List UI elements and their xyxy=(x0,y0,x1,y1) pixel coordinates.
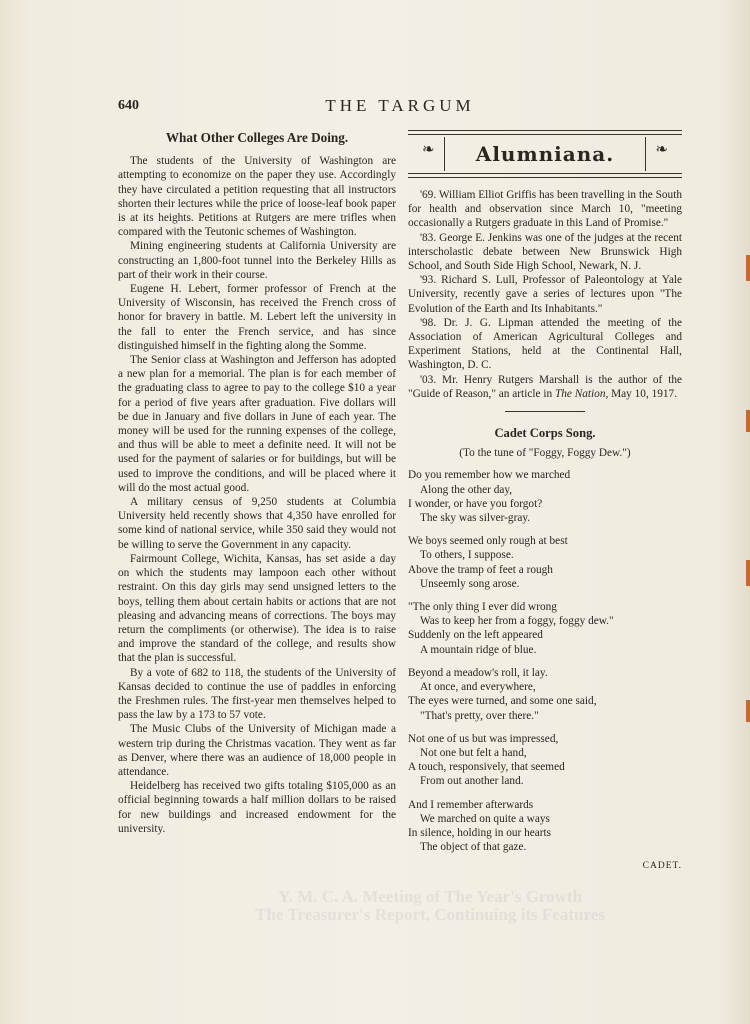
verse-line: A mountain ridge of blue. xyxy=(420,643,537,656)
edge-tab xyxy=(746,560,750,586)
edge-tab xyxy=(746,700,750,722)
article-paragraph: The students of the University of Washington are attempting to economize on the paper they use. Accordingly they have circulated a petition requesting that all instructors shorten their lectures while the price of loose-leaf book paper is at its heights. Petitions at Rutgers are mere trifles when compared with the Teutonic schemes of Washington. xyxy=(118,155,396,239)
verse-line: The eyes were turned, and some one said, xyxy=(408,695,597,708)
song-title: Cadet Corps Song. xyxy=(494,426,596,441)
song-stanza xyxy=(408,600,682,657)
page-number: 640 xyxy=(118,98,139,113)
left-column xyxy=(118,130,396,836)
section-divider xyxy=(505,411,585,412)
alumniana-banner xyxy=(408,130,682,178)
verse-line: Beyond a meadow's roll, it lay. xyxy=(408,666,548,679)
verse-line: I wonder, or have you forgot? xyxy=(408,497,543,510)
banner-frame xyxy=(408,134,682,174)
show-through-line: The Treasurer's Report, Continuing its Features xyxy=(255,905,605,924)
verse-line: Was to keep her from a foggy, foggy dew." xyxy=(420,615,614,628)
fleuron-left-icon: ❧ xyxy=(422,142,435,158)
verse-line: From out another land. xyxy=(420,775,524,788)
song-tune: (To the tune of "Foggy, Foggy Dew.") xyxy=(459,447,631,460)
show-through-line: Y. M. C. A. Meeting of The Year's Growth xyxy=(277,888,583,906)
verse-line: Not one of us but was impressed, xyxy=(408,732,559,745)
alumni-note: '69. William Elliot Griffis has been travelling in the South for health and observation since March 10, "meeting occasionally a Rutgers graduate in this Land of Promise." xyxy=(408,189,682,230)
article-paragraph: Heidelberg has received two gifts totaling $105,000 as an official beginning towards a half million dollars to be raised for new buildings and increased endowment for the university. xyxy=(118,780,396,835)
song-stanza xyxy=(408,468,682,525)
verse-line: Above the tramp of feet a rough xyxy=(408,563,553,576)
verse-line: And I remember afterwards xyxy=(408,798,534,811)
verse-line: The object of that gaze. xyxy=(420,841,527,854)
note-text: '03. Mr. Henry Rutgers Marshall is the author of the "Guide of Reason," an article in xyxy=(408,373,682,400)
section-heading-other-colleges: What Other Colleges Are Doing. xyxy=(165,130,349,145)
alumni-note: '83. George E. Jenkins was one of the judges at the recent interscholastic debate between New Brunswick High School, and South Side High School, Newark, N. J. xyxy=(408,231,682,273)
fleuron-right-icon: ❧ xyxy=(655,142,668,158)
banner-box xyxy=(444,137,646,171)
verse-line: Suddenly on the left appeared xyxy=(408,629,543,642)
article-paragraph: Mining engineering students at California University are constructing an 1,800-foot tunnel into the Berkeley Hills as part of their work in their course. xyxy=(118,240,396,281)
note-text: May 10, 1917. xyxy=(608,387,678,400)
verse-line: "The only thing I ever did wrong xyxy=(408,601,557,614)
verse-line: In silence, holding in our hearts xyxy=(408,826,552,839)
article-paragraph: Fairmount College, Wichita, Kansas, has set aside a day on which the students may lampoon each other without restraint. On this day girls may send unsigned letters to the boys, telling them about certain habits or actions that are not pleasing and advancing means of corrections. The boys may return the compliments (or otherwise). The idea is to raise and improve the standard of the college, and results show that the plan is successful. xyxy=(118,552,396,665)
verse-line: Do you remember how we marched xyxy=(408,469,571,482)
verse-line: "That's pretty, over there." xyxy=(420,709,539,722)
verse-line: Not one but felt a hand, xyxy=(420,746,527,759)
verse-line: Unseemly song arose. xyxy=(420,577,520,590)
verse-line: At once, and everywhere, xyxy=(420,681,536,694)
song-stanza xyxy=(408,732,682,789)
article-paragraph: The Music Clubs of the University of Michigan made a western trip during the Christmas vacation. They went as far as Denver, where there was an audience of 18,000 people in attendance. xyxy=(118,723,396,778)
verse-line: We marched on quite a ways xyxy=(420,812,550,825)
article-paragraph: A military census of 9,250 students at Columbia University held recently shows that 4,350 have enrolled for some kind of national service, while 350 said they would not be willing to serve the Government in any capacity. xyxy=(118,496,396,551)
alumni-note xyxy=(408,373,682,401)
edge-tab xyxy=(746,410,750,432)
song-stanza xyxy=(408,666,682,723)
song-stanza xyxy=(408,534,682,591)
verse-line: To others, I suppose. xyxy=(420,549,514,562)
alumni-note: '98. Dr. J. G. Lipman attended the meeting of the Association of American Agricultural Colleges and Experiment Stations, held at the Continental Hall, Washington, D. C. xyxy=(408,316,682,372)
note-italic-title: The Nation, xyxy=(554,387,609,400)
right-column xyxy=(408,130,682,874)
edge-tab xyxy=(746,255,750,281)
page-header xyxy=(118,98,682,120)
article-paragraph: Eugene H. Lebert, former professor of French at the University of Wisconsin, has received the French cross of honor for bravery in battle. M. Lebert left the university in the fall to enter the French service, and has since distinguished himself in the fighting along the Somme. xyxy=(118,283,396,352)
banner-title: Alumniana. xyxy=(475,142,615,166)
song-signature: CADET. xyxy=(642,861,682,872)
running-title: THE TARGUM xyxy=(325,96,475,115)
verse-line: Along the other day, xyxy=(420,483,513,496)
article-paragraph: The Senior class at Washington and Jefferson has adopted a new plan for a memorial. The plan is for each member of the graduating class to agree to pay to the college $10 a year for a period of five years after graduation. Five dollars will be due in January and five dollars in June of each year. The money will be used for the running expenses of the college, and thus will be able to meet a definite need. It will not be used for the payment of salaries or for buildings, but will be used to improve the conditions, and will be placed where it will do the most actual good. xyxy=(118,354,396,494)
show-through-text xyxy=(150,888,710,928)
verse-line: The sky was silver-gray. xyxy=(420,512,531,525)
verse-line: A touch, responsively, that seemed xyxy=(408,761,565,774)
alumni-note: '93. Richard S. Lull, Professor of Paleontology at Yale University, recently gave a series of lectures upon "The Evolution of the Earth and Its Inhabitants." xyxy=(408,274,682,315)
article-paragraph: By a vote of 682 to 118, the students of the University of Kansas decided to continue the use of paddles in enforcing the Freshmen rules. The first-year men themselves helped to pass the law by a 173 to 57 vote. xyxy=(118,666,396,722)
verse-line: We boys seemed only rough at best xyxy=(408,535,568,548)
song-stanza xyxy=(408,798,682,855)
